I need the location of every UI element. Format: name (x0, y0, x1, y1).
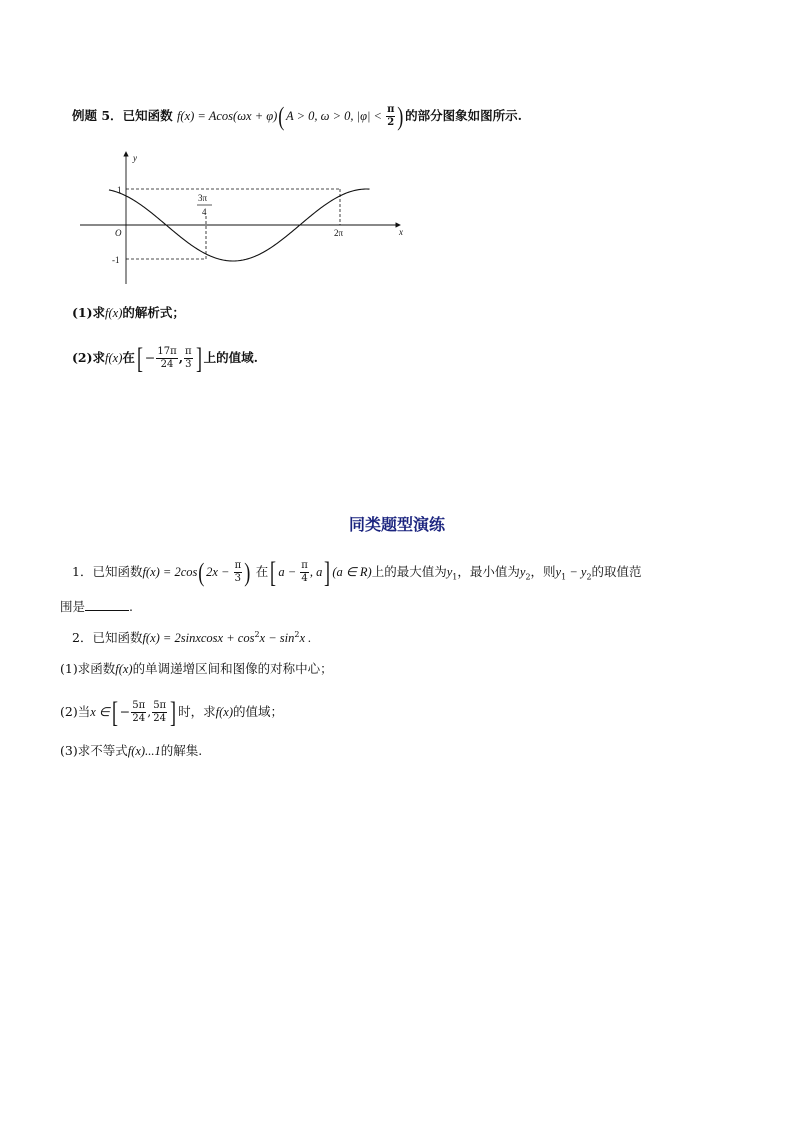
example-label: 例题 5． (72, 108, 123, 123)
condition-text: A > 0, ω > 0, |φ| < (286, 109, 386, 123)
p1-open-paren: ( (198, 557, 205, 587)
function-rhs: Acos(ωx + φ) (208, 109, 278, 123)
p1-close-bracket: ] (324, 555, 331, 589)
p2q2-close-bracket: ] (170, 695, 177, 729)
q2-fraction-2: $\frac{\pi}{3}$ (185, 346, 192, 370)
answer-blank[interactable] (85, 598, 129, 611)
practice-2-q3: (3)求不等式f(x)...1的解集. (60, 743, 203, 758)
q1-function: f(x) (105, 306, 123, 320)
p1-open-bracket: [ (270, 555, 277, 589)
p1-fraction: $\frac{\pi}{3}$ (234, 560, 242, 584)
y-max-label: 1 (117, 185, 122, 195)
p2q2-fraction-1: $\frac{5\pi}{24}$ (132, 700, 146, 724)
tick-3pi4-den: 4 (202, 207, 207, 217)
example-lead: 已知函数 (122, 108, 173, 123)
q2-open-bracket: [ (136, 341, 143, 375)
tick-2pi-label: 2π (334, 228, 344, 238)
condition-fraction: $\frac{\pi}{2}$ (387, 104, 395, 128)
q2-close-bracket: ] (195, 341, 202, 375)
practice-2-q2: (2)当x ∈[ − $\frac{5\pi}{24}$ , $\frac{5\pi}{24}$ ] 时，求f(x)的值域； (60, 695, 284, 729)
p2-function: f(x) = 2sinxcosx + cos (142, 631, 255, 646)
q2-function: f(x) (105, 351, 123, 365)
function-lhs: f(x) = (176, 109, 209, 123)
q2-fraction-1: $\frac{17\pi}{24}$ (157, 346, 177, 370)
example-statement (72, 101, 522, 131)
y-min-label: -1 (112, 255, 120, 265)
close-paren: ) (397, 101, 404, 131)
open-paren: ( (278, 101, 285, 131)
p1-interval-fraction: $\frac{\pi}{4}$ (301, 560, 308, 584)
practice-2: 2．已知函数f(x) = 2sinxcosx + $\cos^2x - \sin^2x$ . (72, 630, 312, 646)
p2q2-open-bracket: [ (111, 695, 118, 729)
practice-1-line-1: 1．已知函数f(x) = 2cos(2x − $\frac{\pi}{3}$ ) 在[ a − $\frac{\pi}{4}$ , a] (a ∈ R)上的最大值为$y_1$，最小值为$y_2$，则$y_1 - y_2$的取值范 (72, 555, 642, 589)
question-1: (1)求f(x)的解析式； (72, 305, 185, 320)
origin-label: O (115, 228, 122, 238)
y-axis-label: y (133, 153, 137, 163)
practice-1-line-2: 围是 . (60, 599, 133, 614)
question-2: (2)求f(x)在[ − $\frac{17\pi}{24}$ , $\frac{\pi}{3}$ ] 上的值域. (72, 341, 258, 375)
x-axis-label: x (399, 227, 403, 237)
p1-function: f(x) = 2cos (142, 565, 198, 579)
tick-3pi4-num: 3π (198, 193, 208, 203)
p1-close-paren: ) (244, 557, 251, 587)
practice-2-q1: (1)求函数f(x)的单调递增区间和图像的对称中心； (60, 661, 333, 676)
p2q2-fraction-2: $\frac{5\pi}{24}$ (153, 700, 167, 724)
example-tail: 的部分图象如图所示. (405, 108, 522, 123)
function-graph (78, 148, 410, 288)
section-title: 同类题型演练 (348, 515, 445, 534)
